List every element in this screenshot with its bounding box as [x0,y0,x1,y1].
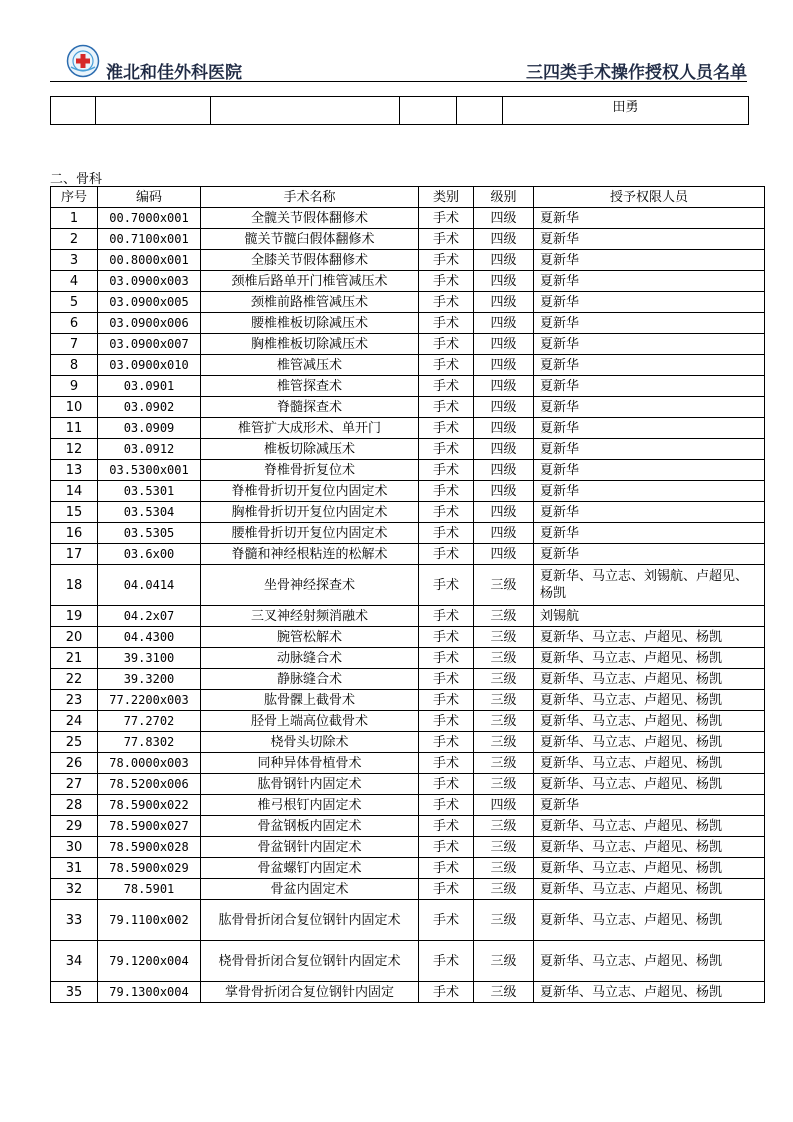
table-row [51,858,765,879]
row-code: 03.0912 [98,439,201,460]
row-category: 手术 [419,460,474,481]
table-row [51,648,765,669]
row-code: 78.5900x028 [98,837,201,858]
table-row [51,711,765,732]
row-authorized-staff: 夏新华、马立志、卢超见、杨凯 [534,858,765,879]
row-number: 11 [51,418,98,439]
row-number: 27 [51,774,98,795]
row-category: 手术 [419,376,474,397]
row-level: 三级 [474,732,534,753]
row-number: 8 [51,355,98,376]
row-number: 28 [51,795,98,816]
row-category: 手术 [419,313,474,334]
row-authorized-staff: 夏新华、马立志、卢超见、杨凯 [534,627,765,648]
row-category: 手术 [419,941,474,982]
row-level: 四级 [474,355,534,376]
row-authorized-staff: 夏新华 [534,292,765,313]
row-code: 78.5900x022 [98,795,201,816]
row-category: 手术 [419,879,474,900]
row-authorized-staff: 夏新华 [534,313,765,334]
row-level: 三级 [474,753,534,774]
row-level: 四级 [474,397,534,418]
row-level: 四级 [474,418,534,439]
row-surgery-name: 椎弓根钉内固定术 [201,795,419,816]
row-category: 手术 [419,397,474,418]
row-authorized-staff: 夏新华、马立志、卢超见、杨凯 [534,753,765,774]
row-category: 手术 [419,816,474,837]
row-number: 20 [51,627,98,648]
row-surgery-name: 腰椎骨折切开复位内固定术 [201,523,419,544]
row-number: 34 [51,941,98,982]
table-row [51,460,765,481]
table-row [51,982,765,1003]
row-authorized-staff: 夏新华 [534,523,765,544]
table-row [51,334,765,355]
row-level: 三级 [474,606,534,627]
row-level: 四级 [474,795,534,816]
table-row [51,544,765,565]
row-category: 手术 [419,439,474,460]
row-authorized-staff: 夏新华、马立志、卢超见、杨凯 [534,774,765,795]
row-number: 6 [51,313,98,334]
row-code: 03.5304 [98,502,201,523]
row-category: 手术 [419,418,474,439]
row-number: 22 [51,669,98,690]
row-level: 四级 [474,481,534,502]
row-authorized-staff: 夏新华、马立志、卢超见、杨凯 [534,879,765,900]
row-surgery-name: 腰椎椎板切除减压术 [201,313,419,334]
header-divider [50,81,747,82]
row-code: 77.2702 [98,711,201,732]
row-surgery-name: 椎管探查术 [201,376,419,397]
row-code: 04.4300 [98,627,201,648]
row-level: 四级 [474,208,534,229]
table-cell [211,97,400,125]
row-code: 03.0902 [98,397,201,418]
row-number: 5 [51,292,98,313]
row-code: 00.7100x001 [98,229,201,250]
row-category: 手术 [419,606,474,627]
row-surgery-name: 掌骨骨折闭合复位钢针内固定 [201,982,419,1003]
row-surgery-name: 腕管松解术 [201,627,419,648]
row-level: 三级 [474,858,534,879]
row-surgery-name: 三叉神经射频消融术 [201,606,419,627]
row-surgery-name: 脊椎骨折复位术 [201,460,419,481]
row-number: 17 [51,544,98,565]
row-number: 10 [51,397,98,418]
row-category: 手术 [419,982,474,1003]
row-number: 29 [51,816,98,837]
row-code: 03.0909 [98,418,201,439]
table-row [51,523,765,544]
row-level: 三级 [474,648,534,669]
row-number: 2 [51,229,98,250]
row-authorized-staff: 夏新华、马立志、卢超见、杨凯 [534,982,765,1003]
row-number: 35 [51,982,98,1003]
row-level: 四级 [474,544,534,565]
row-number: 21 [51,648,98,669]
row-level: 三级 [474,837,534,858]
row-level: 三级 [474,774,534,795]
row-number: 30 [51,837,98,858]
row-code: 00.8000x001 [98,250,201,271]
row-surgery-name: 同种异体骨植骨术 [201,753,419,774]
table-row [51,795,765,816]
row-surgery-name: 颈椎前路椎管减压术 [201,292,419,313]
table-row [51,481,765,502]
table-row [51,439,765,460]
table-row [51,941,765,982]
row-authorized-staff: 夏新华 [534,481,765,502]
table-row [51,271,765,292]
row-category: 手术 [419,795,474,816]
row-level: 四级 [474,250,534,271]
column-header-level: 级别 [474,187,534,208]
row-authorized-staff: 夏新华 [534,250,765,271]
row-surgery-name: 骨盆内固定术 [201,879,419,900]
table-row [51,732,765,753]
row-level: 三级 [474,941,534,982]
row-number: 1 [51,208,98,229]
row-level: 三级 [474,669,534,690]
row-surgery-name: 动脉缝合术 [201,648,419,669]
row-level: 三级 [474,816,534,837]
row-authorized-staff: 夏新华 [534,376,765,397]
row-category: 手术 [419,208,474,229]
table-cell-staff: 田勇 [503,97,749,125]
row-surgery-name: 全髋关节假体翻修术 [201,208,419,229]
row-level: 三级 [474,627,534,648]
row-code: 39.3200 [98,669,201,690]
row-level: 四级 [474,439,534,460]
table-row [51,900,765,941]
row-level: 三级 [474,711,534,732]
row-number: 15 [51,502,98,523]
row-level: 四级 [474,334,534,355]
row-surgery-name: 骨盆螺钉内固定术 [201,858,419,879]
row-authorized-staff: 夏新华、马立志、卢超见、杨凯 [534,900,765,941]
row-surgery-name: 椎管减压术 [201,355,419,376]
row-authorized-staff: 夏新华、马立志、卢超见、杨凯 [534,732,765,753]
row-category: 手术 [419,334,474,355]
page-header [50,44,747,82]
row-surgery-name: 髋关节髋臼假体翻修术 [201,229,419,250]
row-level: 四级 [474,460,534,481]
row-level: 三级 [474,900,534,941]
row-surgery-name: 全膝关节假体翻修术 [201,250,419,271]
table-row [51,97,749,125]
row-number: 33 [51,900,98,941]
table-row [51,229,765,250]
row-surgery-name: 静脉缝合术 [201,669,419,690]
row-code: 77.2200x003 [98,690,201,711]
row-surgery-name: 颈椎后路单开门椎管减压术 [201,271,419,292]
row-authorized-staff: 夏新华、马立志、卢超见、杨凯 [534,711,765,732]
row-number: 9 [51,376,98,397]
table-cell [51,97,96,125]
row-number: 25 [51,732,98,753]
row-surgery-name: 肱骨髁上截骨术 [201,690,419,711]
row-level: 四级 [474,292,534,313]
row-number: 13 [51,460,98,481]
row-authorized-staff: 夏新华 [534,795,765,816]
table-header-row [51,187,765,208]
row-number: 18 [51,565,98,606]
row-authorized-staff: 刘锡航 [534,606,765,627]
row-surgery-name: 骨盆钢针内固定术 [201,837,419,858]
continuation-table [50,96,749,125]
row-category: 手术 [419,858,474,879]
row-authorized-staff: 夏新华 [534,460,765,481]
row-number: 24 [51,711,98,732]
surgery-authorization-table [50,186,765,1003]
row-authorized-staff: 夏新华 [534,355,765,376]
document-title: 三四类手术操作授权人员名单 [526,63,747,83]
row-level: 四级 [474,229,534,250]
row-level: 三级 [474,690,534,711]
column-header-category: 类别 [419,187,474,208]
row-surgery-name: 桡骨头切除术 [201,732,419,753]
row-category: 手术 [419,229,474,250]
table-row [51,690,765,711]
hospital-name: 淮北和佳外科医院 [106,63,242,83]
row-authorized-staff: 夏新华、马立志、卢超见、杨凯 [534,816,765,837]
row-category: 手术 [419,271,474,292]
row-number: 3 [51,250,98,271]
row-category: 手术 [419,669,474,690]
row-level: 四级 [474,523,534,544]
section-title: 二、骨科 [50,172,103,187]
table-row [51,606,765,627]
row-category: 手术 [419,523,474,544]
row-surgery-name: 坐骨神经探查术 [201,565,419,606]
row-surgery-name: 胸椎骨折切开复位内固定术 [201,502,419,523]
table-row [51,816,765,837]
row-surgery-name: 胫骨上端高位截骨术 [201,711,419,732]
row-category: 手术 [419,711,474,732]
row-number: 16 [51,523,98,544]
table-row [51,292,765,313]
row-level: 四级 [474,271,534,292]
table-row [51,669,765,690]
row-authorized-staff: 夏新华 [534,334,765,355]
row-number: 23 [51,690,98,711]
row-level: 三级 [474,982,534,1003]
row-category: 手术 [419,565,474,606]
row-category: 手术 [419,250,474,271]
row-number: 12 [51,439,98,460]
row-code: 78.5900x027 [98,816,201,837]
table-row [51,627,765,648]
row-code: 79.1200x004 [98,941,201,982]
row-code: 03.0900x010 [98,355,201,376]
row-number: 14 [51,481,98,502]
row-category: 手术 [419,774,474,795]
column-header-code: 编码 [98,187,201,208]
row-number: 19 [51,606,98,627]
row-number: 32 [51,879,98,900]
column-header-number: 序号 [51,187,98,208]
table-row [51,774,765,795]
table-row [51,565,765,606]
row-surgery-name: 椎管扩大成形术、单开门 [201,418,419,439]
hospital-logo-icon [66,44,100,78]
row-code: 79.1300x004 [98,982,201,1003]
table-row [51,376,765,397]
row-code: 00.7000x001 [98,208,201,229]
row-code: 03.0901 [98,376,201,397]
row-authorized-staff: 夏新华 [534,544,765,565]
row-category: 手术 [419,502,474,523]
row-code: 03.5300x001 [98,460,201,481]
row-category: 手术 [419,648,474,669]
row-code: 79.1100x002 [98,900,201,941]
table-body [51,208,765,1003]
row-surgery-name: 桡骨骨折闭合复位钢针内固定术 [201,941,419,982]
row-code: 03.0900x007 [98,334,201,355]
row-code: 03.0900x006 [98,313,201,334]
table-row [51,418,765,439]
row-code: 78.5900x029 [98,858,201,879]
row-category: 手术 [419,292,474,313]
row-surgery-name: 脊髓探查术 [201,397,419,418]
row-surgery-name: 脊椎骨折切开复位内固定术 [201,481,419,502]
row-category: 手术 [419,753,474,774]
row-category: 手术 [419,481,474,502]
row-category: 手术 [419,690,474,711]
row-authorized-staff: 夏新华 [534,439,765,460]
row-code: 78.5200x006 [98,774,201,795]
table-row [51,502,765,523]
column-header-authorized-staff: 授予权限人员 [534,187,765,208]
table-row [51,208,765,229]
row-category: 手术 [419,837,474,858]
row-code: 03.5305 [98,523,201,544]
row-number: 31 [51,858,98,879]
row-code: 78.0000x003 [98,753,201,774]
row-authorized-staff: 夏新华 [534,397,765,418]
row-category: 手术 [419,732,474,753]
row-code: 03.0900x003 [98,271,201,292]
table-row [51,753,765,774]
table-row [51,250,765,271]
row-level: 四级 [474,313,534,334]
row-authorized-staff: 夏新华、马立志、卢超见、杨凯 [534,837,765,858]
row-code: 03.5301 [98,481,201,502]
table-cell [457,97,503,125]
table-row [51,313,765,334]
row-surgery-name: 胸椎椎板切除减压术 [201,334,419,355]
row-authorized-staff: 夏新华 [534,502,765,523]
row-authorized-staff: 夏新华 [534,418,765,439]
row-authorized-staff: 夏新华 [534,208,765,229]
row-level: 三级 [474,565,534,606]
row-authorized-staff: 夏新华、马立志、卢超见、杨凯 [534,690,765,711]
row-category: 手术 [419,627,474,648]
row-number: 7 [51,334,98,355]
row-code: 03.6x00 [98,544,201,565]
row-authorized-staff: 夏新华、马立志、卢超见、杨凯 [534,648,765,669]
row-code: 39.3100 [98,648,201,669]
row-level: 四级 [474,376,534,397]
row-code: 03.0900x005 [98,292,201,313]
row-category: 手术 [419,355,474,376]
row-authorized-staff: 夏新华、马立志、刘锡航、卢超见、杨凯 [534,565,765,606]
row-category: 手术 [419,900,474,941]
table-row [51,355,765,376]
row-category: 手术 [419,544,474,565]
row-code: 78.5901 [98,879,201,900]
table-row [51,837,765,858]
table-row [51,879,765,900]
row-number: 26 [51,753,98,774]
row-surgery-name: 骨盆钢板内固定术 [201,816,419,837]
row-surgery-name: 脊髓和神经根粘连的松解术 [201,544,419,565]
row-authorized-staff: 夏新华 [534,229,765,250]
row-code: 04.2x07 [98,606,201,627]
table-row [51,397,765,418]
row-authorized-staff: 夏新华、马立志、卢超见、杨凯 [534,669,765,690]
row-surgery-name: 肱骨钢针内固定术 [201,774,419,795]
row-authorized-staff: 夏新华、马立志、卢超见、杨凯 [534,941,765,982]
row-surgery-name: 椎板切除减压术 [201,439,419,460]
row-number: 4 [51,271,98,292]
row-code: 77.8302 [98,732,201,753]
row-level: 三级 [474,879,534,900]
row-level: 四级 [474,502,534,523]
table-cell [400,97,457,125]
row-surgery-name: 肱骨骨折闭合复位钢针内固定术 [201,900,419,941]
column-header-surgery-name: 手术名称 [201,187,419,208]
row-authorized-staff: 夏新华 [534,271,765,292]
row-code: 04.0414 [98,565,201,606]
table-cell [96,97,211,125]
